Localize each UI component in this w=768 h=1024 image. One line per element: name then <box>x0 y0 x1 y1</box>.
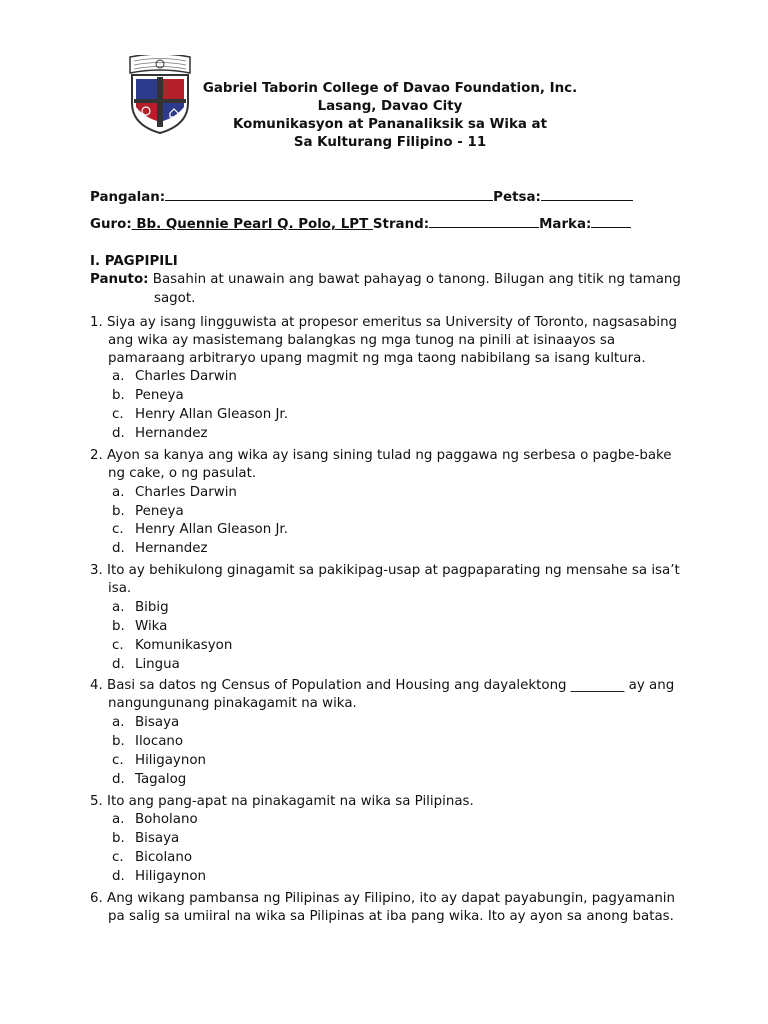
question-list <box>90 314 690 929</box>
choice-item[interactable] <box>90 637 690 656</box>
choice-text: Hernandez <box>135 541 208 557</box>
question-item <box>90 677 690 789</box>
choice-text: Bicolano <box>135 850 193 866</box>
grade-label: Marka: <box>539 217 592 232</box>
name-label: Pangalan: <box>90 190 166 205</box>
school-header <box>196 80 584 152</box>
choice-letter: a. <box>112 369 125 385</box>
choice-letter: d. <box>112 426 125 442</box>
section-title: I. PAGPIPILI <box>90 254 178 269</box>
question-item <box>90 447 690 559</box>
question-text: 1. Siya ay isang lingguwista at propesor emeritus sa University of Toronto, nagsasabing ang wika ay masistemang balangkas ng mga tunog na pinili at isinaayos sa pamaraang arbitraryo upang magmit ng mga taong nabibilang sa isang kultura. <box>90 315 678 366</box>
choice-item[interactable] <box>90 599 690 618</box>
choice-text: Charles Darwin <box>135 484 237 500</box>
question-text: 3. Ito ay behikulong ginagamit sa pakikipag-usap at pagpaparating ng mensahe sa isa’t isa. <box>90 563 680 597</box>
grade-blank[interactable] <box>591 213 631 228</box>
choice-letter: a. <box>112 484 125 500</box>
choice-letter: d. <box>112 771 125 787</box>
strand-blank[interactable] <box>429 213 539 228</box>
question-text: 4. Basi sa datos ng Census of Population and Housing ang dayalektong ________ ay ang nangungunang pinakagamit na wika. <box>90 678 675 712</box>
strand-label: Strand: <box>372 217 430 232</box>
teacher-strand-grade-row <box>90 213 631 234</box>
choice-text: Hiligaynon <box>135 869 207 885</box>
choice-item[interactable] <box>90 503 690 522</box>
choice-letter: b. <box>112 831 125 847</box>
choice-item[interactable] <box>90 406 690 425</box>
choice-item[interactable] <box>90 771 690 790</box>
choice-text: Boholano <box>135 812 198 828</box>
date-label: Petsa: <box>493 190 541 205</box>
choice-item[interactable] <box>90 368 690 387</box>
choice-letter: b. <box>112 503 125 519</box>
name-date-row <box>90 186 633 207</box>
instruction-label: Panuto: <box>90 272 149 287</box>
choice-item[interactable] <box>90 656 690 675</box>
school-name: Gabriel Taborin College of Davao Foundation, Inc. <box>202 81 578 96</box>
choice-item[interactable] <box>90 714 690 733</box>
choice-text: Lingua <box>135 656 180 672</box>
choice-text: Charles Darwin <box>135 369 237 385</box>
choice-item[interactable] <box>90 540 690 559</box>
choice-text: Hiligaynon <box>135 752 207 768</box>
question-text: 6. Ang wikang pambansa ng Pilipinas ay Filipino, ito ay dapat payabungin, pagyamanin pa salig sa umiiral na wika sa Pilipinas at iba pang wika. Ito ay ayon sa anong batas. <box>90 891 676 924</box>
choice-letter: d. <box>112 869 125 885</box>
choice-item[interactable] <box>90 752 690 771</box>
choice-item[interactable] <box>90 521 690 540</box>
choice-letter: a. <box>112 812 125 828</box>
choice-list <box>90 484 690 560</box>
teacher-name: Bb. Quennie Pearl Q. Polo, LPT <box>131 217 373 232</box>
choice-letter: d. <box>112 541 125 557</box>
choice-letter: d. <box>112 656 125 672</box>
question-text: 5. Ito ang pang-apat na pinakagamit na wika sa Pilipinas. <box>90 793 474 809</box>
choice-letter: c. <box>112 850 124 866</box>
choice-text: Henry Allan Gleason Jr. <box>135 407 288 423</box>
school-crest-logo <box>124 55 196 135</box>
choice-item[interactable] <box>90 849 690 868</box>
question-item <box>90 562 690 674</box>
choice-list <box>90 368 690 444</box>
choice-item[interactable] <box>90 618 690 637</box>
question-item <box>90 793 690 887</box>
choice-text: Peneya <box>135 503 184 519</box>
instruction-text: Basahin at unawain ang bawat pahayag o tanong. Bilugan ang titik ng tamang <box>152 272 681 287</box>
question-item <box>90 314 690 444</box>
choice-text: Peneya <box>135 388 184 404</box>
school-address: Lasang, Davao City <box>317 99 463 114</box>
choice-text: Ilocano <box>135 733 184 749</box>
choice-item[interactable] <box>90 387 690 406</box>
choice-letter: c. <box>112 637 124 653</box>
instructions <box>90 271 690 308</box>
choice-list <box>90 599 690 675</box>
choice-item[interactable] <box>90 830 690 849</box>
question-item <box>90 890 690 926</box>
choice-letter: b. <box>112 618 125 634</box>
subject-title-line1: Komunikasyon at Pananaliksik sa Wika at <box>233 117 547 132</box>
choice-letter: b. <box>112 733 125 749</box>
choice-letter: c. <box>112 752 124 768</box>
choice-letter: c. <box>112 407 124 423</box>
choice-text: Wika <box>135 618 168 634</box>
choice-text: Tagalog <box>135 771 187 787</box>
choice-letter: a. <box>112 715 125 731</box>
subject-title-line2: Sa Kulturang Filipino - 11 <box>293 135 487 150</box>
choice-item[interactable] <box>90 811 690 830</box>
choice-letter: a. <box>112 599 125 615</box>
choice-item[interactable] <box>90 425 690 444</box>
choice-letter: c. <box>112 522 124 538</box>
instruction-text-continued: sagot. <box>154 290 196 306</box>
choice-letter: b. <box>112 388 125 404</box>
choice-text: Komunikasyon <box>135 637 233 653</box>
choice-text: Bisaya <box>135 831 180 847</box>
choice-list <box>90 714 690 790</box>
choice-item[interactable] <box>90 868 690 887</box>
choice-text: Bisaya <box>135 715 180 731</box>
name-blank[interactable] <box>165 186 493 201</box>
choice-list <box>90 811 690 887</box>
choice-item[interactable] <box>90 484 690 503</box>
choice-item[interactable] <box>90 733 690 752</box>
question-text: 2. Ayon sa kanya ang wika ay isang sining tulad ng paggawa ng serbesa o pagbe-bake ng cake, o ng pasulat. <box>90 448 672 481</box>
choice-text: Henry Allan Gleason Jr. <box>135 522 288 538</box>
teacher-label: Guro: <box>90 217 132 232</box>
choice-text: Bibig <box>135 599 169 615</box>
choice-text: Hernandez <box>135 426 208 442</box>
date-blank[interactable] <box>541 186 633 201</box>
